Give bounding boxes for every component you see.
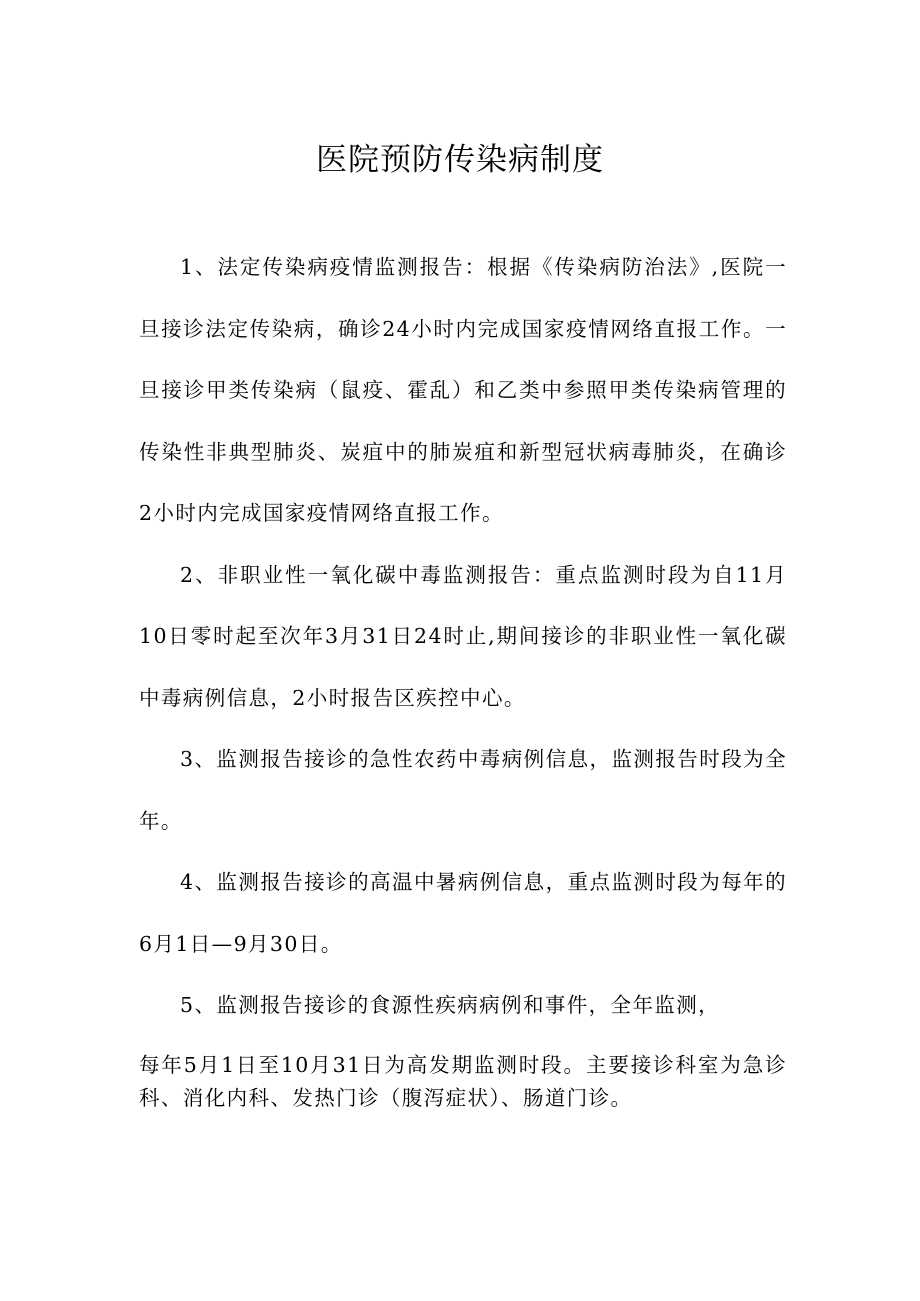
document-title: 医院预防传染病制度 <box>316 142 604 178</box>
paragraph-1-infectious-disease-report: 1、法定传染病疫情监测报告：根据《传染病防治法》,医院一旦接诊法定传染病，确诊24小时内完成国家疫情网络直报工作。一旦接诊甲类传染病（鼠疫、霍乱）和乙类中参照甲类传染病管理的传染性非典型肺炎、炭疽中的肺炭疽和新型冠状病毒肺炎，在确诊2小时内完成国家疫情网络直报工作。 <box>139 255 787 525</box>
paragraph-4-heatstroke-report: 4、监测报告接诊的高温中暑病例信息，重点监测时段为每年的6月1日—9月30日。 <box>139 870 787 956</box>
paragraph-2-carbon-monoxide-report: 2、非职业性一氧化碳中毒监测报告：重点监测时段为自11月10日零时起至次年3月31日24时止,期间接诊的非职业性一氧化碳中毒病例信息，2小时报告区疾控中心。 <box>139 562 787 710</box>
paragraph-3-pesticide-poisoning-report: 3、监测报告接诊的急性农药中毒病例信息，监测报告时段为全年。 <box>139 747 787 833</box>
paragraph-6-peak-monitoring-period: 每年5月1日至10月31日为高发期监测时段。主要接诊科室为急诊科、消化内科、发热门诊（腹泻症状）、肠道门诊。 <box>139 1052 787 1110</box>
paragraph-5-foodborne-disease-report: 5、监测报告接诊的食源性疾病病例和事件，全年监测， <box>180 993 721 1017</box>
document-body <box>139 237 787 1115</box>
